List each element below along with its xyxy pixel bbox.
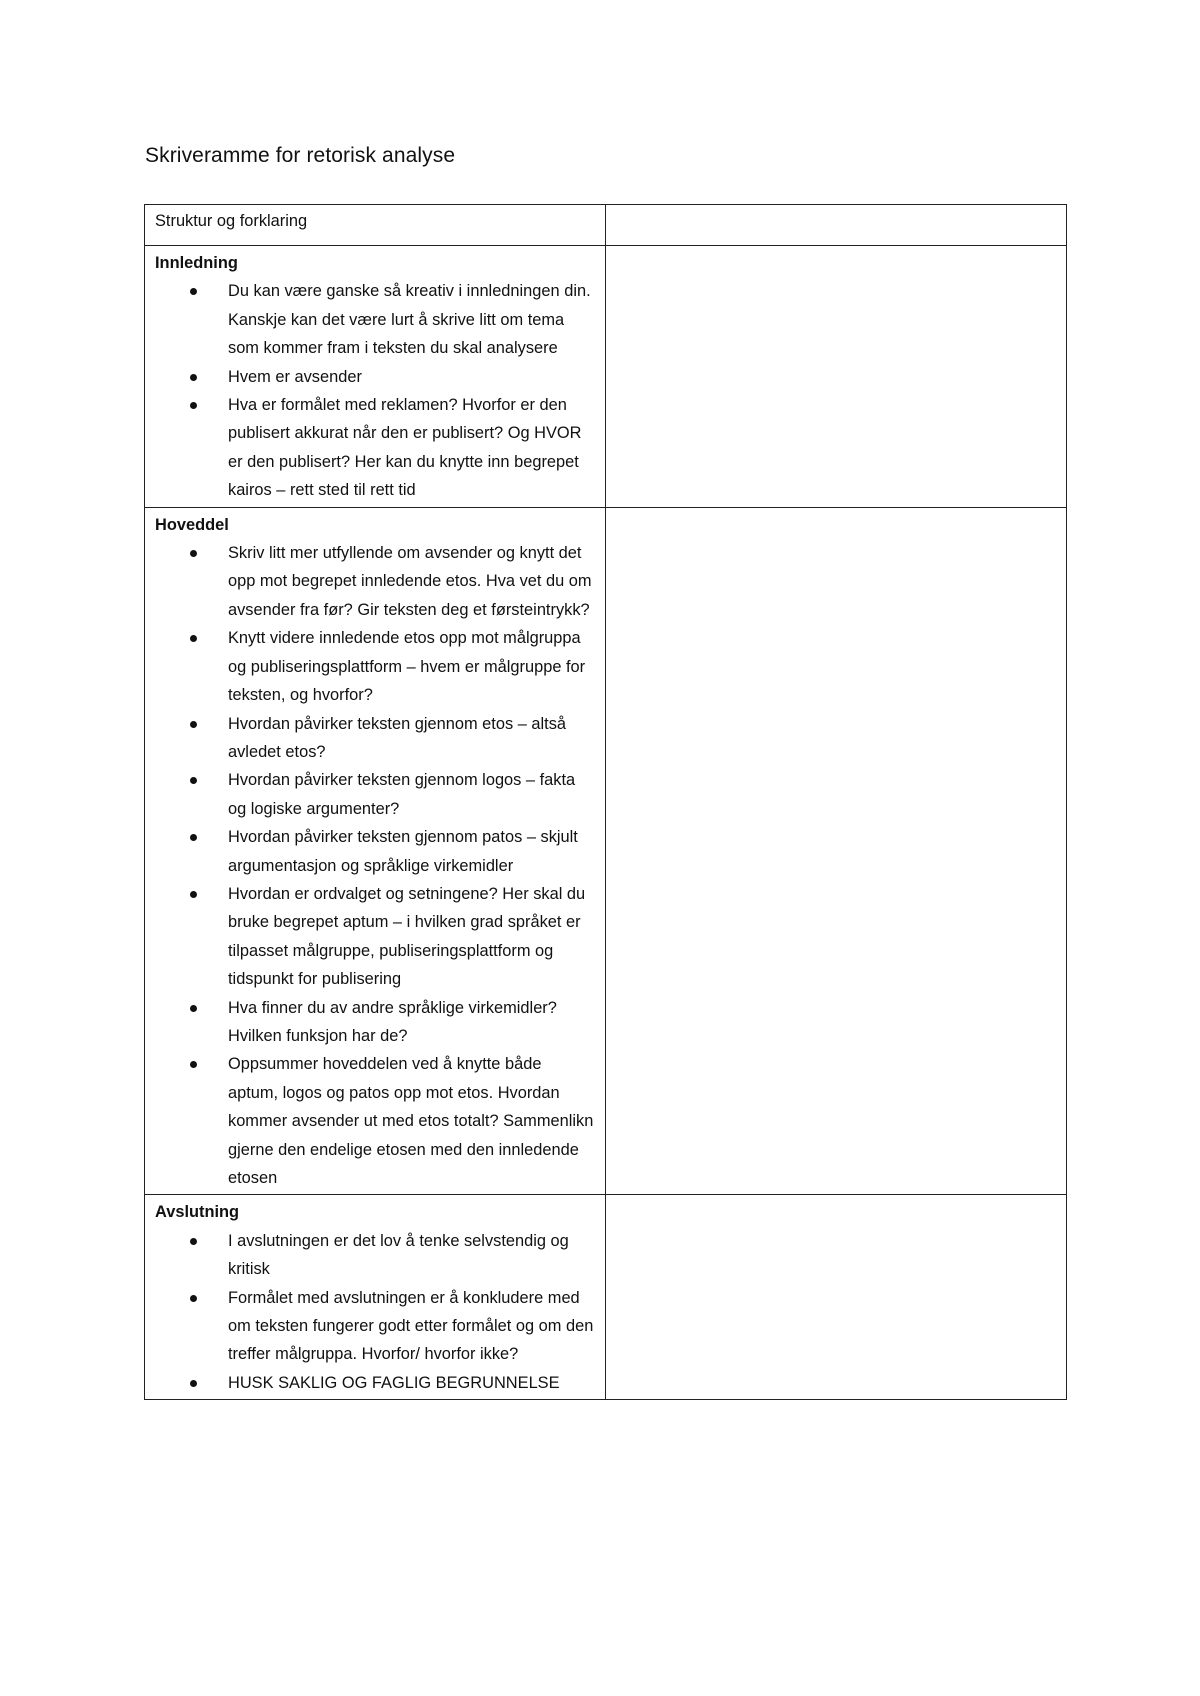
list-item: Hvordan påvirker teksten gjennom patos – skjult argumentasjon og språklige virkemidler [228,823,599,880]
section-heading: Avslutning [155,1203,240,1222]
answer-cell-avslutning[interactable] [606,1195,1067,1400]
bullet-list [155,277,599,504]
header-cell-structure: Struktur og forklaring [145,205,606,246]
list-item: Hvordan påvirker teksten gjennom etos – altså avledet etos? [228,710,599,767]
section-cell-hoveddel [145,507,606,1195]
list-item: Hvordan er ordvalget og setningene? Her skal du bruke begrepet aptum – i hvilken grad språket er tilpasset målgruppe, publiseringsplattform og tidspunkt for publisering [228,880,599,994]
list-item: I avslutningen er det lov å tenke selvstendig og kritisk [228,1227,599,1284]
section-row-hoveddel [145,507,1067,1195]
table-header-row [145,205,1067,246]
list-item: Hvordan påvirker teksten gjennom logos – fakta og logiske argumenter? [228,766,599,823]
section-heading: Hoveddel [155,515,229,534]
section-row-innledning [145,246,1067,508]
list-item: Hvem er avsender [228,363,599,391]
section-heading: Innledning [155,254,238,272]
list-item: Skriv litt mer utfyllende om avsender og knytt det opp mot begrepet innledende etos. Hva vet du om avsender fra før? Gir teksten deg et førsteintrykk? [228,539,599,624]
section-row-avslutning [145,1195,1067,1400]
page-title: Skriveramme for retorisk analyse [145,144,456,167]
bullet-list [155,539,599,1192]
list-item: Du kan være ganske så kreativ i innledningen din. Kanskje kan det være lurt å skrive litt om tema som kommer fram i teksten du skal analysere [228,277,599,362]
answer-cell-innledning[interactable] [606,246,1067,508]
list-item: Hva er formålet med reklamen? Hvorfor er den publisert akkurat når den er publisert? Og HVOR er den publisert? Her kan du knytte inn begrepet kairos – rett sted til rett tid [228,391,599,505]
list-item: Knytt videre innledende etos opp mot målgruppa og publiseringsplattform – hvem er målgruppe for teksten, og hvorfor? [228,624,599,709]
section-cell-avslutning [145,1195,606,1400]
section-cell-innledning [145,246,606,508]
list-item: HUSK SAKLIG OG FAGLIG BEGRUNNELSE [228,1369,599,1397]
list-item: Hva finner du av andre språklige virkemidler? Hvilken funksjon har de? [228,994,599,1051]
writing-frame-table [144,204,1067,1400]
answer-cell-hoveddel[interactable] [606,507,1067,1195]
list-item: Formålet med avslutningen er å konkludere med om teksten fungerer godt etter formålet og om den treffer målgruppa. Hvorfor/ hvorfor ikke? [228,1284,599,1369]
bullet-list [155,1227,599,1397]
list-item: Oppsummer hoveddelen ved å knytte både aptum, logos og patos opp mot etos. Hvordan kommer avsender ut med etos totalt? Sammenlikn gjerne den endelige etosen med den innledende etosen [228,1050,599,1192]
header-cell-answer[interactable] [606,205,1067,246]
